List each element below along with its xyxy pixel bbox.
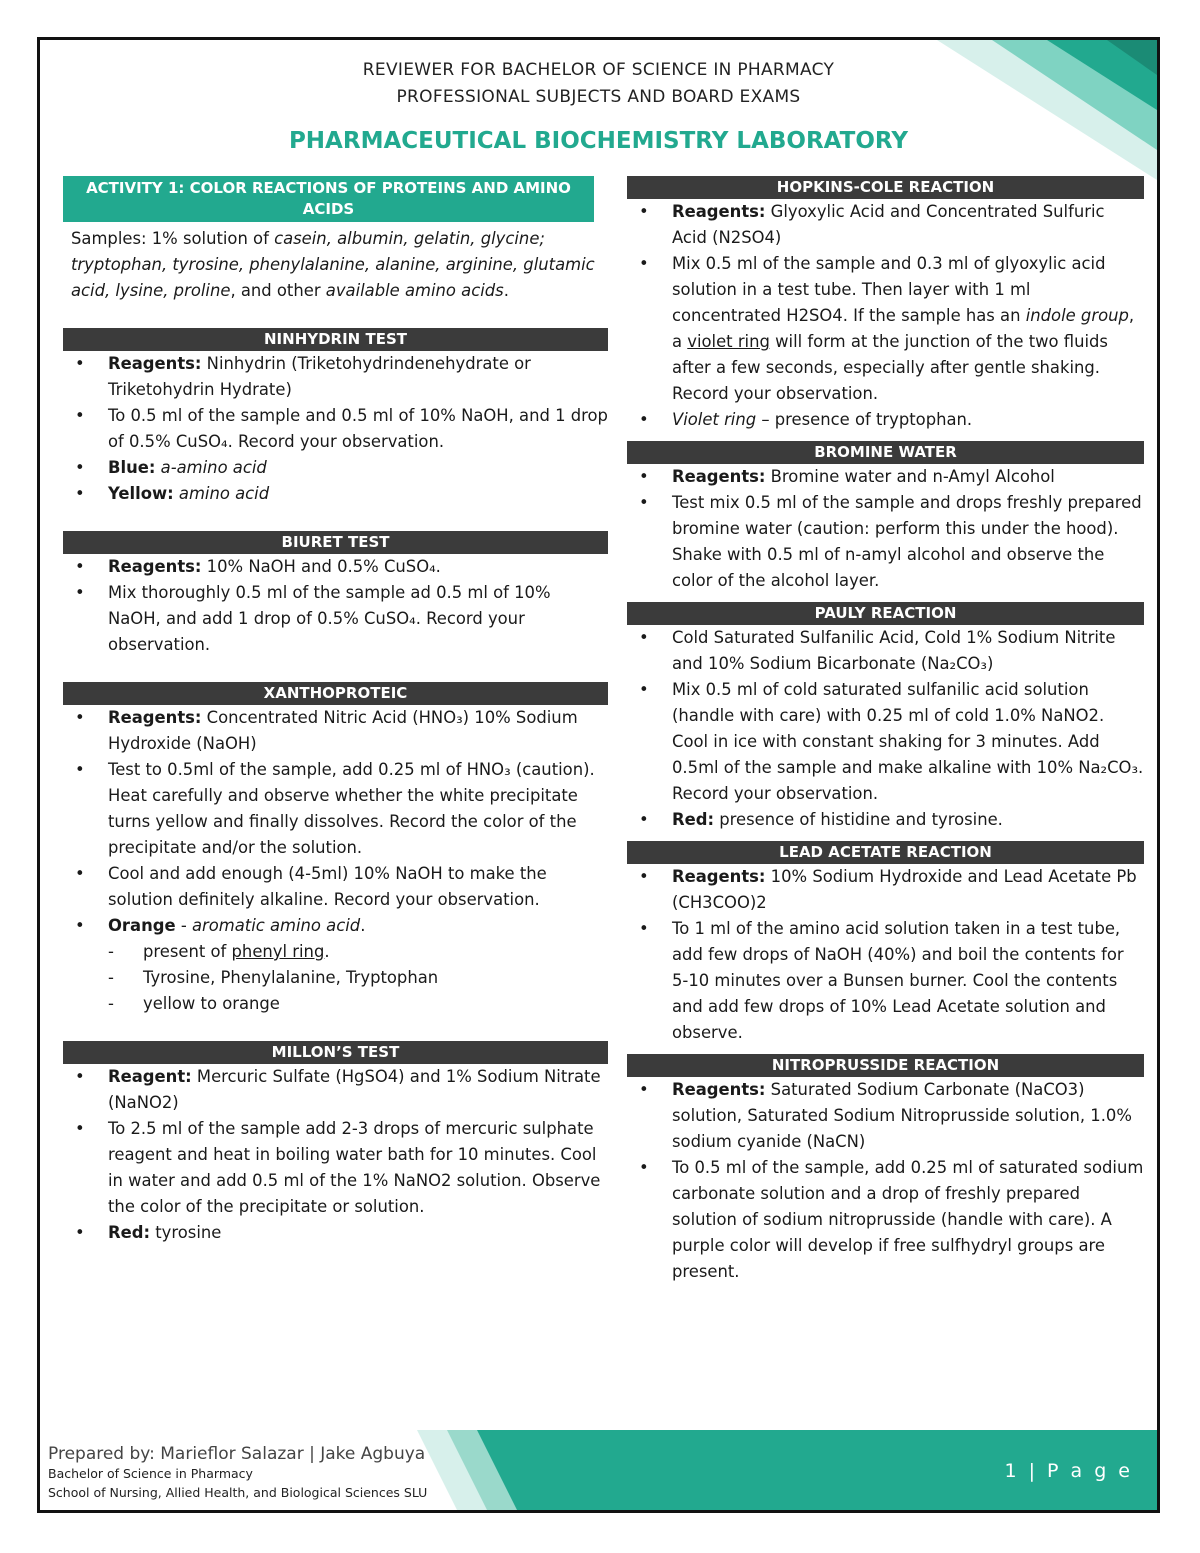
reagents-label: Reagents: [672, 202, 766, 221]
step-text: Test to 0.5ml of the sample, add 0.25 ml of HNO₃ (caution). Heat carefully and observe whether the white precipitate turns yellow and finally dissolves. Record the color of the precipitate and/or the solution. [108, 760, 595, 857]
left-column [63, 176, 608, 1246]
program-name: Bachelor of Science in Pharmacy [48, 1466, 253, 1481]
reagents-label: Reagents: [672, 1080, 766, 1099]
list-item [63, 1116, 608, 1220]
list-item [627, 490, 1144, 594]
reagents-label: Reagents: [108, 557, 202, 576]
bromine-list [627, 464, 1144, 594]
reagents-text: Concentrated Nitric Acid (HNO₃) 10% Sodium Hydroxide (NaOH) [108, 708, 578, 753]
pauly-title-bar: PAULY REACTION [627, 602, 1144, 625]
activity-title-bar: ACTIVITY 1: COLOR REACTIONS OF PROTEINS AND AMINO ACIDS [63, 176, 594, 222]
list-item [63, 554, 608, 580]
list-item [627, 916, 1144, 1046]
lead-title-bar: LEAD ACETATE REACTION [627, 841, 1144, 864]
reagents-text: 10% NaOH and 0.5% CuSO₄. [201, 557, 441, 576]
sub-item [63, 991, 608, 1017]
xanthoproteic-title-bar: XANTHOPROTEIC [63, 682, 608, 705]
list-item [63, 580, 608, 658]
reagents-text: Glyoxylic Acid and Concentrated Sulfuric Acid (N2SO4) [672, 202, 1105, 247]
list-item [63, 705, 608, 757]
step-italic: indole group [1025, 306, 1129, 325]
samples-prefix: Samples: 1% solution of [71, 229, 275, 248]
pauly-list [627, 625, 1144, 833]
biuret-list [63, 554, 608, 658]
right-column [627, 176, 1144, 1285]
reagents-label: Reagents: [672, 867, 766, 886]
list-item [627, 251, 1144, 407]
list-item [63, 1220, 608, 1246]
step-text: Mix 0.5 ml of cold saturated sulfanilic acid solution (handle with care) with 0.25 ml of cold 1.0% NaNO2. Cool in ice with constant shaking for 3 minutes. Add 0.5ml of the sample and make alkaline with 10% Na₂CO₃. Record your observation. [672, 680, 1144, 803]
list-item [627, 864, 1144, 916]
hopkins-list [627, 199, 1144, 433]
step-text: , a [672, 306, 1135, 351]
hopkins-title-bar: HOPKINS-COLE REACTION [627, 176, 1144, 199]
list-item [63, 351, 608, 403]
list-item [627, 1155, 1144, 1285]
list-item [627, 464, 1144, 490]
list-item [63, 861, 608, 913]
list-item [63, 757, 608, 861]
step-text: To 0.5 ml of the sample, add 0.25 ml of saturated sodium carbonate solution and a drop of freshly prepared solution of sodium nitroprusside (handle with care). A purple color will develop if free sulfhydryl groups are present. [672, 1158, 1144, 1281]
sub-item [63, 939, 608, 965]
step-text: To 0.5 ml of the sample and 0.5 ml of 10% NaOH, and 1 drop of 0.5% CuSO₄. Record your observation. [108, 406, 608, 451]
ninhydrin-list [63, 351, 608, 507]
result-sep: - [175, 916, 192, 935]
list-item [63, 481, 608, 507]
list-item [63, 403, 608, 455]
list-item [627, 407, 1144, 433]
biuret-title-bar: BIURET TEST [63, 531, 608, 554]
sub-text: Tyrosine, Phenylalanine, Tryptophan [143, 968, 439, 987]
samples-mid: , and other [230, 281, 326, 300]
nitroprusside-list [627, 1077, 1144, 1285]
reagents-label: Reagents: [108, 708, 202, 727]
result-text: aromatic amino acid [191, 916, 361, 935]
result-text: tyrosine [150, 1223, 222, 1242]
list-item [627, 625, 1144, 677]
step-text: To 2.5 ml of the sample add 2-3 drops of mercuric sulphate reagent and heat in boiling water bath for 10 minutes. Cool in water and add 0.5 ml of the 1% NaNO2 solution. Observe the color of the precipitate or solution. [108, 1119, 601, 1216]
list-item [627, 677, 1144, 807]
step-underlined: violet ring [687, 332, 770, 351]
result-end: . [360, 916, 366, 935]
list-item [63, 913, 608, 939]
result-label: Blue: [108, 458, 156, 477]
step-text: Mix 0.5 ml of the sample and 0.3 ml of glyoxylic acid solution in a test tube. Then layer with 1 ml concentrated H2SO4. If the sample has an [672, 254, 1106, 325]
samples-end: available amino acids [325, 281, 504, 300]
samples-text [63, 226, 608, 304]
reagents-text: 10% Sodium Hydroxide and Lead Acetate Pb (CH3COO)2 [672, 867, 1137, 912]
reagents-label: Reagent: [108, 1067, 192, 1086]
result-text: amino acid [173, 484, 270, 503]
school-name: School of Nursing, Allied Health, and Biological Sciences SLU [48, 1485, 428, 1500]
reagents-text: Ninhydrin (Triketohydrindenehydrate or Triketohydrin Hydrate) [108, 354, 531, 399]
result-label: Red: [672, 810, 715, 829]
list-item [63, 1064, 608, 1116]
list-item [627, 199, 1144, 251]
sub-text: present of [143, 942, 232, 961]
reagents-text: Saturated Sodium Carbonate (NaCO3) solution, Saturated Sodium Nitroprusside solution, 1.0% sodium cyanide (NaCN) [672, 1080, 1132, 1151]
step-text: Test mix 0.5 ml of the sample and drops freshly prepared bromine water (caution: perform this under the hood). Shake with 0.5 ml of n-amyl alcohol and observe the color of the alcohol layer. [672, 493, 1142, 590]
result-label: Violet ring [672, 410, 757, 429]
header-line-1: REVIEWER FOR BACHELOR OF SCIENCE IN PHARMACY [362, 60, 835, 80]
header-line-2: PROFESSIONAL SUBJECTS AND BOARD EXAMS [396, 87, 801, 107]
prepared-by: Prepared by: Marieflor Salazar | Jake Agbuya [48, 1444, 426, 1464]
sub-item [63, 965, 608, 991]
footer [48, 1444, 427, 1502]
bromine-title-bar: BROMINE WATER [627, 441, 1144, 464]
list-item [627, 807, 1144, 833]
reagents-text: Cold Saturated Sulfanilic Acid, Cold 1% Sodium Nitrite and 10% Sodium Bicarbonate (Na₂CO₃) [672, 628, 1116, 673]
samples-period: . [503, 281, 509, 300]
ninhydrin-title-bar: NINHYDRIN TEST [63, 328, 608, 351]
millon-title-bar: MILLON’S TEST [63, 1041, 608, 1064]
page-number: 1 | P a g e [1004, 1460, 1133, 1482]
step-text: Cool and add enough (4-5ml) 10% NaOH to make the solution definitely alkaline. Record your observation. [108, 864, 547, 909]
sub-end: . [324, 942, 330, 961]
sub-text: yellow to orange [143, 994, 280, 1013]
step-text: To 1 ml of the amino acid solution taken in a test tube, add few drops of NaOH (40%) and boil the contents for 5-10 minutes over a Bunsen burner. Cool the contents and add few drops of 10% Lead Acetate solution and observe. [672, 919, 1124, 1042]
reagents-label: Reagents: [108, 354, 202, 373]
page-title: PHARMACEUTICAL BIOCHEMISTRY LABORATORY [288, 128, 909, 154]
xanthoproteic-list [63, 705, 608, 1017]
result-text: a-amino acid [155, 458, 267, 477]
reagents-text: Mercuric Sulfate (HgSO4) and 1% Sodium Nitrate (NaNO2) [108, 1067, 601, 1112]
step-text: will form at the junction of the two fluids after a few seconds, especially after gentle shaking. Record your observation. [672, 332, 1108, 403]
millon-list [63, 1064, 608, 1246]
result-text: – presence of tryptophan. [756, 410, 973, 429]
result-label: Red: [108, 1223, 151, 1242]
nitroprusside-title-bar: NITROPRUSSIDE REACTION [627, 1054, 1144, 1077]
reagents-text: Bromine water and n-Amyl Alcohol [765, 467, 1055, 486]
reagents-label: Reagents: [672, 467, 766, 486]
step-text: Mix thoroughly 0.5 ml of the sample ad 0.5 ml of 10% NaOH, and add 1 drop of 0.5% CuSO₄. Record your observation. [108, 583, 551, 654]
result-text: presence of histidine and tyrosine. [714, 810, 1003, 829]
result-label: Yellow: [108, 484, 174, 503]
sub-underlined: phenyl ring [231, 942, 325, 961]
lead-list [627, 864, 1144, 1046]
samples-list: casein, albumin, gelatin, glycine; tryptophan, tyrosine, phenylalanine, alanine, arginine, glutamic acid, lysine, proline [71, 229, 595, 300]
list-item [63, 455, 608, 481]
list-item [627, 1077, 1144, 1155]
page-frame [37, 37, 1160, 1513]
result-label: Orange [108, 916, 176, 935]
